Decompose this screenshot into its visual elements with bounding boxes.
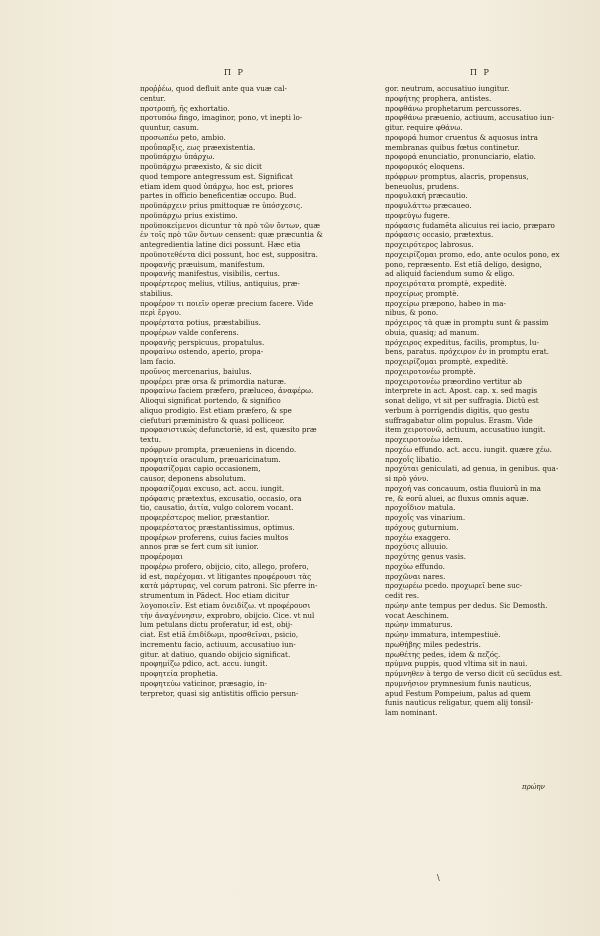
text-line: * πρόφασις fudamēta alicuius rei iacio, præparo	[385, 221, 600, 231]
text-line: προχειρότερος labrosus.	[385, 240, 474, 249]
text-line: πρύμνηθεν à tergo de verso dicit cū secūdus est.	[385, 669, 563, 678]
text-line: * προφέρομαι	[140, 552, 362, 562]
text-line: πρόχους guturnium.	[385, 522, 459, 532]
text-line: * προχοή vas concauum, ostia fluuiorū in ma	[385, 484, 600, 494]
text-line: προχοΐς vas vinarium.	[385, 513, 466, 522]
text-line: membranas quibus fœtus continetur.	[385, 142, 520, 152]
text-line: * προφέρει præ orsa & primordia naturæ.	[140, 377, 362, 387]
text-line: * προχείρω præpono, habeo in ma-	[385, 299, 600, 309]
text-line: * προϋπάρχω præexisto, & sic dicit	[140, 162, 362, 172]
text-line: προφθάνω præuenio, actiuum, accusatiuo iun-	[385, 113, 554, 123]
text-line: * προχειροτονέω præordino vertitur ab	[385, 377, 600, 387]
text-line: προφορά enunciatio, pronunciario, elatio.	[385, 152, 536, 162]
catchword: πρώην	[522, 783, 545, 791]
text-line: προσωπέω peto, ambio.	[140, 132, 226, 142]
running-head-right: Π Ρ	[470, 68, 491, 77]
text-line: προΰπαρξις, εως præexistentia.	[140, 142, 256, 152]
text-line: προφανής manifestus, visibilis, certus.	[140, 269, 280, 279]
text-line: funis nauticus religatur, quem alij tonsil-	[385, 698, 533, 708]
text-line: προῤῥέω, quod defluit ante qua vuæ cal-	[140, 84, 287, 93]
text-line: προφήτης prophera, antistes.	[385, 93, 492, 103]
text-line: προφθάνω prophetarum percussores.	[385, 103, 522, 113]
text-line: vocat Aeschinem.	[385, 610, 449, 620]
text-line: gitur. require φθάνω.	[385, 123, 463, 132]
signature-mark: \	[437, 873, 440, 882]
text-line: * προϋπάρχω ὑπάρχω.	[140, 152, 362, 162]
text-line: gor. neutrum, accusatiuo iungitur.	[385, 84, 510, 93]
text-line: προτυπόω fingo, imaginor, pono, vt inepti lo-	[140, 113, 303, 123]
text-line: cedit res.	[385, 591, 420, 600]
text-line: * προχύω effundo.	[385, 562, 600, 572]
text-line: * πρόφρων promptus, alacris, propensus,	[385, 172, 600, 182]
text-line: πρυμνήσιον prymnesium funis nauticus,	[385, 678, 532, 688]
text-line: προφυλακή præcautio.	[385, 191, 468, 201]
left-column	[140, 84, 362, 698]
text-line: * πρώην ante tempus per dedus. Sic Demosth.	[385, 601, 600, 611]
text-line: προχειρίζομαι promptè, expeditè.	[385, 357, 509, 366]
text-line: nibus, & pono.	[385, 308, 439, 318]
text-line: id est, παρέχομαι. vt litigantes προφέρουσι τὰς	[140, 571, 312, 581]
text-line: πρώην immatura, intempestiuè.	[385, 630, 501, 639]
text-line: tio, causatio, ἀιτία, vulgo colorem vocant.	[140, 503, 294, 513]
text-line: προφητεία oraculum, præuaricinatum.	[140, 454, 281, 464]
right-column	[385, 84, 600, 718]
text-line: προχῶναι nares.	[385, 571, 446, 581]
text-line: * πρόχειρος τὰ quæ in promptu sunt & passim	[385, 318, 600, 328]
text-line: προῦνος mercenarius, baiulus.	[140, 366, 252, 376]
text-line: προχείρως promptè.	[385, 288, 459, 298]
text-line: προχέω exaggero.	[385, 532, 451, 542]
text-line: προχύσις alluuio.	[385, 542, 448, 552]
text-line: προχειροτονέω promptè.	[385, 366, 476, 376]
text-line: apud Festum Pompeium, palus ad quem	[385, 688, 531, 698]
text-line: προφέρτατα potius, præstabilius.	[140, 318, 261, 327]
text-line: * προχειρίζομαι promo, edo, ante oculos pono, ex	[385, 250, 600, 260]
text-line: προφερέστατος præstantissimus, optimus.	[140, 522, 295, 532]
text-line: προφητεία prophetia.	[140, 669, 218, 678]
text-line: antegredientia latine dici possunt. Hæc etia	[140, 240, 301, 249]
text-line: προφορά humor cruentus & aquosus intra	[385, 132, 538, 142]
text-line: προφασίζομαι capio occasionem,	[140, 464, 261, 474]
text-line: lum petulans dictu proferatur, id est, obij-	[140, 620, 293, 630]
text-line: προϋπάρχω prius existimo.	[140, 210, 238, 220]
text-line: προφέρων valde conferens.	[140, 327, 239, 337]
text-line: item χειροτονῶ, actiuum, accusatiuo iungit.	[385, 425, 546, 435]
text-line: textu.	[140, 435, 161, 444]
text-line: προφανής perspicuus, propatulus.	[140, 337, 265, 347]
text-line: προφεύγω fugere.	[385, 210, 450, 220]
text-line: κατὰ μάρτυρας, vel corum patroni. Sic pferre in-	[140, 581, 318, 591]
text-line: προφέρων proferens, cuius facies multos	[140, 532, 289, 542]
text-line: Alioqui significat portendo, & significo	[140, 396, 281, 405]
text-line: * προϋποκείμενοι dicuntur τὰ πρὸ τῶν ὄντων, quæ	[140, 221, 362, 231]
text-line: προχειρότατα promptè, expeditè.	[385, 279, 507, 288]
text-line: stabilius.	[140, 288, 173, 298]
text-line: προϋποτεθέντα dici possunt, hoc est, suppositra.	[140, 249, 318, 259]
text-line: πρόφρων prompta, præueniens in dicendo.	[140, 444, 297, 454]
text-line: gitur. at datiuo, quando obijcio significat.	[140, 649, 291, 659]
text-line: etiam idem quod ὑπάρχω, hoc est, priores	[140, 181, 294, 191]
text-line: aliquo prodigio. Est etiam præfero, & spe	[140, 405, 292, 415]
text-line: quod tempore antegressum est. Significat	[140, 171, 293, 181]
text-line: * προφέρτερος melius, vtilius, antiquius, præ-	[140, 279, 362, 289]
text-line: quuntur, casum.	[140, 123, 199, 132]
text-line: lam facio.	[140, 357, 176, 366]
text-line: περὶ ἔργου.	[140, 308, 182, 318]
text-line: ad aliquid faciendum sumo & eligo.	[385, 269, 515, 279]
text-line: λογοποιεῖν. Est etiam ὀνειδίζω. vt προφέρουσι	[140, 600, 311, 610]
text-line: pono, repræsento. Est etiã deligo, designo,	[385, 259, 542, 269]
text-line: πρώην immaturus.	[385, 620, 453, 630]
text-line: πρωθέτης pedes, idem & πεζός.	[385, 649, 501, 659]
text-line: * προφαίνω faciem præfero, præluceo, ἀναφέρω.	[140, 386, 362, 396]
text-line: centur.	[140, 93, 166, 103]
text-line: partes in officio beneficentiæ occupo. Bud.	[140, 191, 297, 201]
text-line: προτροπή, ῆς exhortatio.	[140, 103, 230, 113]
text-line: interprete in act. Apost. cap. x. sed magis	[385, 386, 538, 396]
text-line: sonat deligo, vt sit per suffragia. Dictū est	[385, 396, 539, 405]
text-line: ciefuturi præministro & quasi polliceor.	[140, 415, 285, 425]
text-line: re, & eorū aluei, ac fluxus omnis aquæ.	[385, 493, 529, 503]
text-line: πρόχειρος expeditus, facilis, promptus, lu-	[385, 337, 539, 347]
text-line: si πρὸ γόνυ.	[385, 474, 429, 483]
text-line: * verbum à porrigendis digitis, quo gestu	[385, 406, 600, 416]
text-line: τὴν ἀναγέννησιν, exprobro, obijcio. Cice. vt nul	[140, 610, 315, 620]
text-line: προϋπάρχειν prius pmittoquæ re ὑπόσχεσις.	[140, 201, 303, 210]
text-line: προφερέστερος melior, præstantior.	[140, 513, 270, 522]
text-line: strumentum in Pãdect. Hoc etiam dicitur	[140, 591, 290, 600]
text-line: πρωθήβης miles pedestris.	[385, 639, 481, 649]
text-line: causor, deponens absolutum.	[140, 474, 246, 483]
text-line: προφασίζομαι excuso, act. accu. iungit.	[140, 483, 285, 493]
running-head-left: Π Ρ	[224, 68, 245, 77]
text-line: πρύμνα puppis, quod vltima sit in naui.	[385, 659, 528, 669]
text-line: προφέρον τι ποιεῖν operæ precium facere. Vide	[140, 298, 314, 308]
text-line: * bens, paratus. πρόχειρον ἐν in promptu erat.	[385, 347, 600, 357]
text-line: προφημίζω pdico, act. accu. iungit.	[140, 659, 268, 669]
text-line: προφαίνω ostendo, aperio, propa-	[140, 347, 264, 357]
text-line: προχέω effundo. act. accu. iungit. quære χέω.	[385, 444, 552, 454]
text-line: incrementu facio, actiuum, accusatiuo iun-	[140, 639, 296, 649]
text-line: προχύτης genus vasis.	[385, 552, 466, 561]
text-line: προχοΐδιον matula.	[385, 503, 456, 513]
text-line: προφανής præuisum, manifestum.	[140, 259, 265, 269]
text-line: suffragabatur olim populus. Erasm. Vide	[385, 415, 533, 425]
text-line: lam nominant.	[385, 708, 438, 717]
text-line: ἐν τοῖς πρὸ τῶν ὄντων censent: quæ præcuntia &	[140, 230, 323, 240]
text-line: προχοΐς libatio.	[385, 454, 442, 464]
text-line: προχωρέω pcedo. προχωρεῖ bene suc-	[385, 581, 523, 591]
text-line: προφορικός eloquens.	[385, 162, 465, 171]
text-line: * προφέρω profero, obijcio, cito, allego, profero,	[140, 562, 362, 572]
text-line: πρόφασις prætextus, excusatio, occasio, ora	[140, 493, 302, 503]
text-line: obuia, quasiq; ad manum.	[385, 327, 480, 337]
text-line: beneuolus, prudens.	[385, 181, 460, 191]
text-line: * προφασιστικώς defunctoriè, id est, quæsito præ	[140, 425, 362, 435]
text-line: προχύται geniculati, ad genua, in genibus. qua-	[385, 464, 559, 474]
text-line: * προφητεύω vaticinor, præsagio, in-	[140, 679, 362, 689]
text-line: προχειροτονέω idem.	[385, 435, 463, 444]
text-line: πρόφασις occasio, prætextus.	[385, 230, 494, 240]
text-line: terpretor, quasi sig antistitis officio persun-	[140, 688, 299, 698]
text-line: ciat. Est etiã ἐπιδίδωμι, προσθεῖναι, psicio,	[140, 630, 299, 639]
text-line: * προφυλάττω præcaueo.	[385, 201, 600, 211]
text-line: annos præ se fert cum sit iunior.	[140, 542, 259, 552]
